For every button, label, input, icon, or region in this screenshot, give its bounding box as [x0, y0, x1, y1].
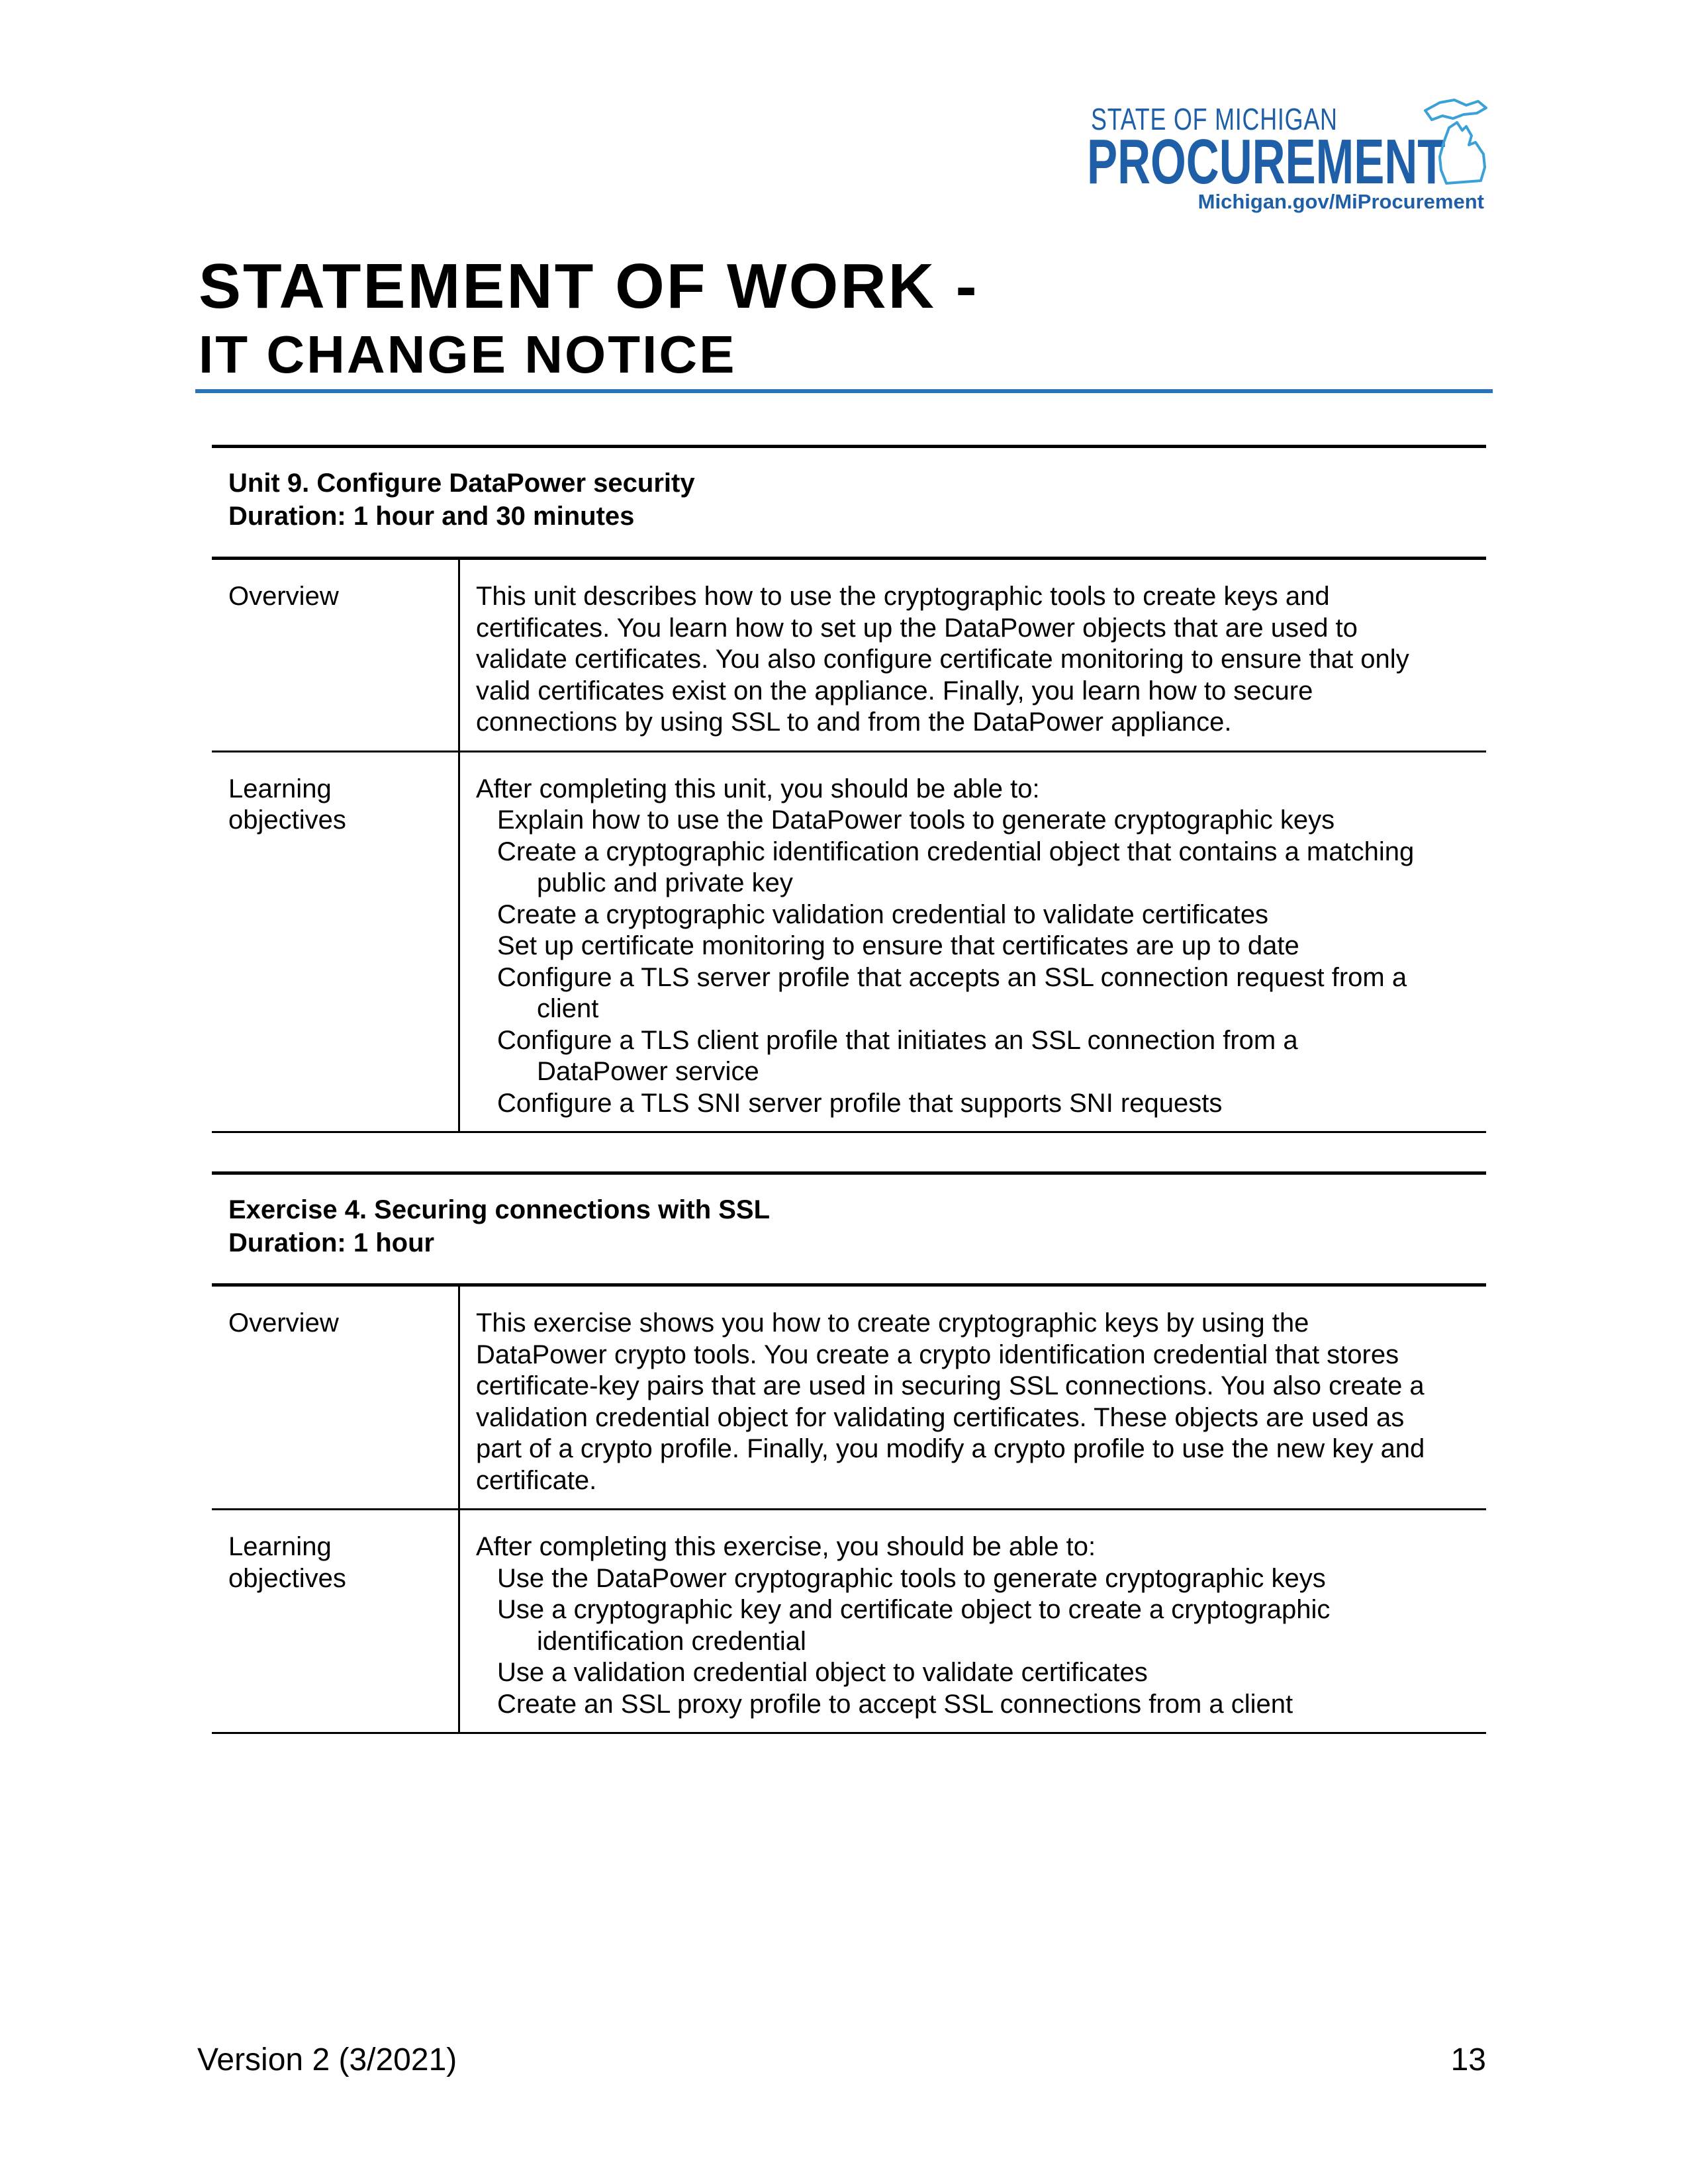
section-title: Exercise 4. Securing connections with SSL — [228, 1195, 771, 1224]
procurement-logo — [1086, 96, 1496, 222]
objective-item: Use a cryptographic key and certificate object to create a cryptographic identification credential — [497, 1595, 1331, 1656]
section-heading — [212, 445, 1486, 560]
objectives-list — [460, 752, 1486, 1132]
objectives-list — [460, 1510, 1486, 1732]
overview-text: This exercise shows you how to create cryptographic keys by using the DataPower crypto tools. You create a crypto identification credential that stores certificate-key pairs that are used in securing SSL connections. You also create a validation credential object for validating certificates. These objects are used as part of a crypto profile. Finally, you modify a crypto profile to use the new key and certificate. — [476, 1308, 1425, 1495]
section-duration: Duration: 1 hour — [228, 1228, 435, 1257]
footer-page-number: 13 — [1450, 2042, 1486, 2077]
objective-item: Create a cryptographic identification credential object that contains a matching public and private key — [497, 837, 1415, 897]
overview-row — [212, 1287, 1486, 1510]
course-unit-section — [212, 445, 1486, 1133]
section-title: Unit 9. Configure DataPower security — [228, 469, 695, 498]
objective-item: Use a validation credential object to validate certificates — [497, 1658, 1148, 1687]
objectives-label: Learning objectives — [212, 1510, 460, 1732]
objectives-intro: After completing this exercise, you should be able to: — [476, 1532, 1096, 1561]
objective-item: Use the DataPower cryptographic tools to generate cryptographic keys — [497, 1563, 1326, 1593]
michigan-map-icon — [1420, 96, 1493, 189]
objectives-label: Learning objectives — [212, 752, 460, 1132]
objective-item: Configure a TLS SNI server profile that supports SNI requests — [497, 1088, 1223, 1118]
objective-item: Create an SSL proxy profile to accept SSL connections from a client — [497, 1689, 1293, 1719]
objective-item: Set up certificate monitoring to ensure that certificates are up to date — [497, 931, 1299, 960]
objective-item: Explain how to use the DataPower tools to generate cryptographic keys — [497, 805, 1335, 835]
objectives-intro: After completing this unit, you should be able to: — [476, 774, 1040, 803]
objective-item: Create a cryptographic validation credential to validate certificates — [497, 899, 1269, 929]
section-duration: Duration: 1 hour and 30 minutes — [228, 502, 635, 531]
objectives-row — [212, 1510, 1486, 1734]
objective-item: Configure a TLS client profile that initiates an SSL connection from a DataPower service — [497, 1025, 1298, 1086]
page-title-line2: IT CHANGE NOTICE — [199, 325, 737, 384]
objective-item: Configure a TLS server profile that accepts an SSL connection request from a client — [497, 962, 1407, 1023]
logo-state-text: STATE OF MICHIGAN — [1091, 102, 1338, 136]
logo-url-text: Michigan.gov/MiProcurement — [1197, 190, 1484, 213]
overview-text: This unit describes how to use the cryptographic tools to create keys and certificates. You learn how to set up the DataPower objects that are used to validate certificates. You also configure certificate monitoring to ensure that only valid certificates exist on the appliance. Finally, you learn how to secure connections by using SSL to and from the DataPower appliance. — [476, 582, 1409, 737]
overview-row — [212, 560, 1486, 752]
logo-procurement-text: PROCUREMENT — [1087, 126, 1446, 197]
objectives-row — [212, 752, 1486, 1134]
section-heading — [212, 1171, 1486, 1287]
footer-version: Version 2 (3/2021) — [197, 2042, 457, 2077]
exercise-section — [212, 1171, 1486, 1734]
overview-label: Overview — [212, 560, 460, 751]
overview-label: Overview — [212, 1287, 460, 1508]
title-divider — [195, 389, 1493, 393]
page-title-line1: STATEMENT OF WORK - — [199, 251, 979, 322]
